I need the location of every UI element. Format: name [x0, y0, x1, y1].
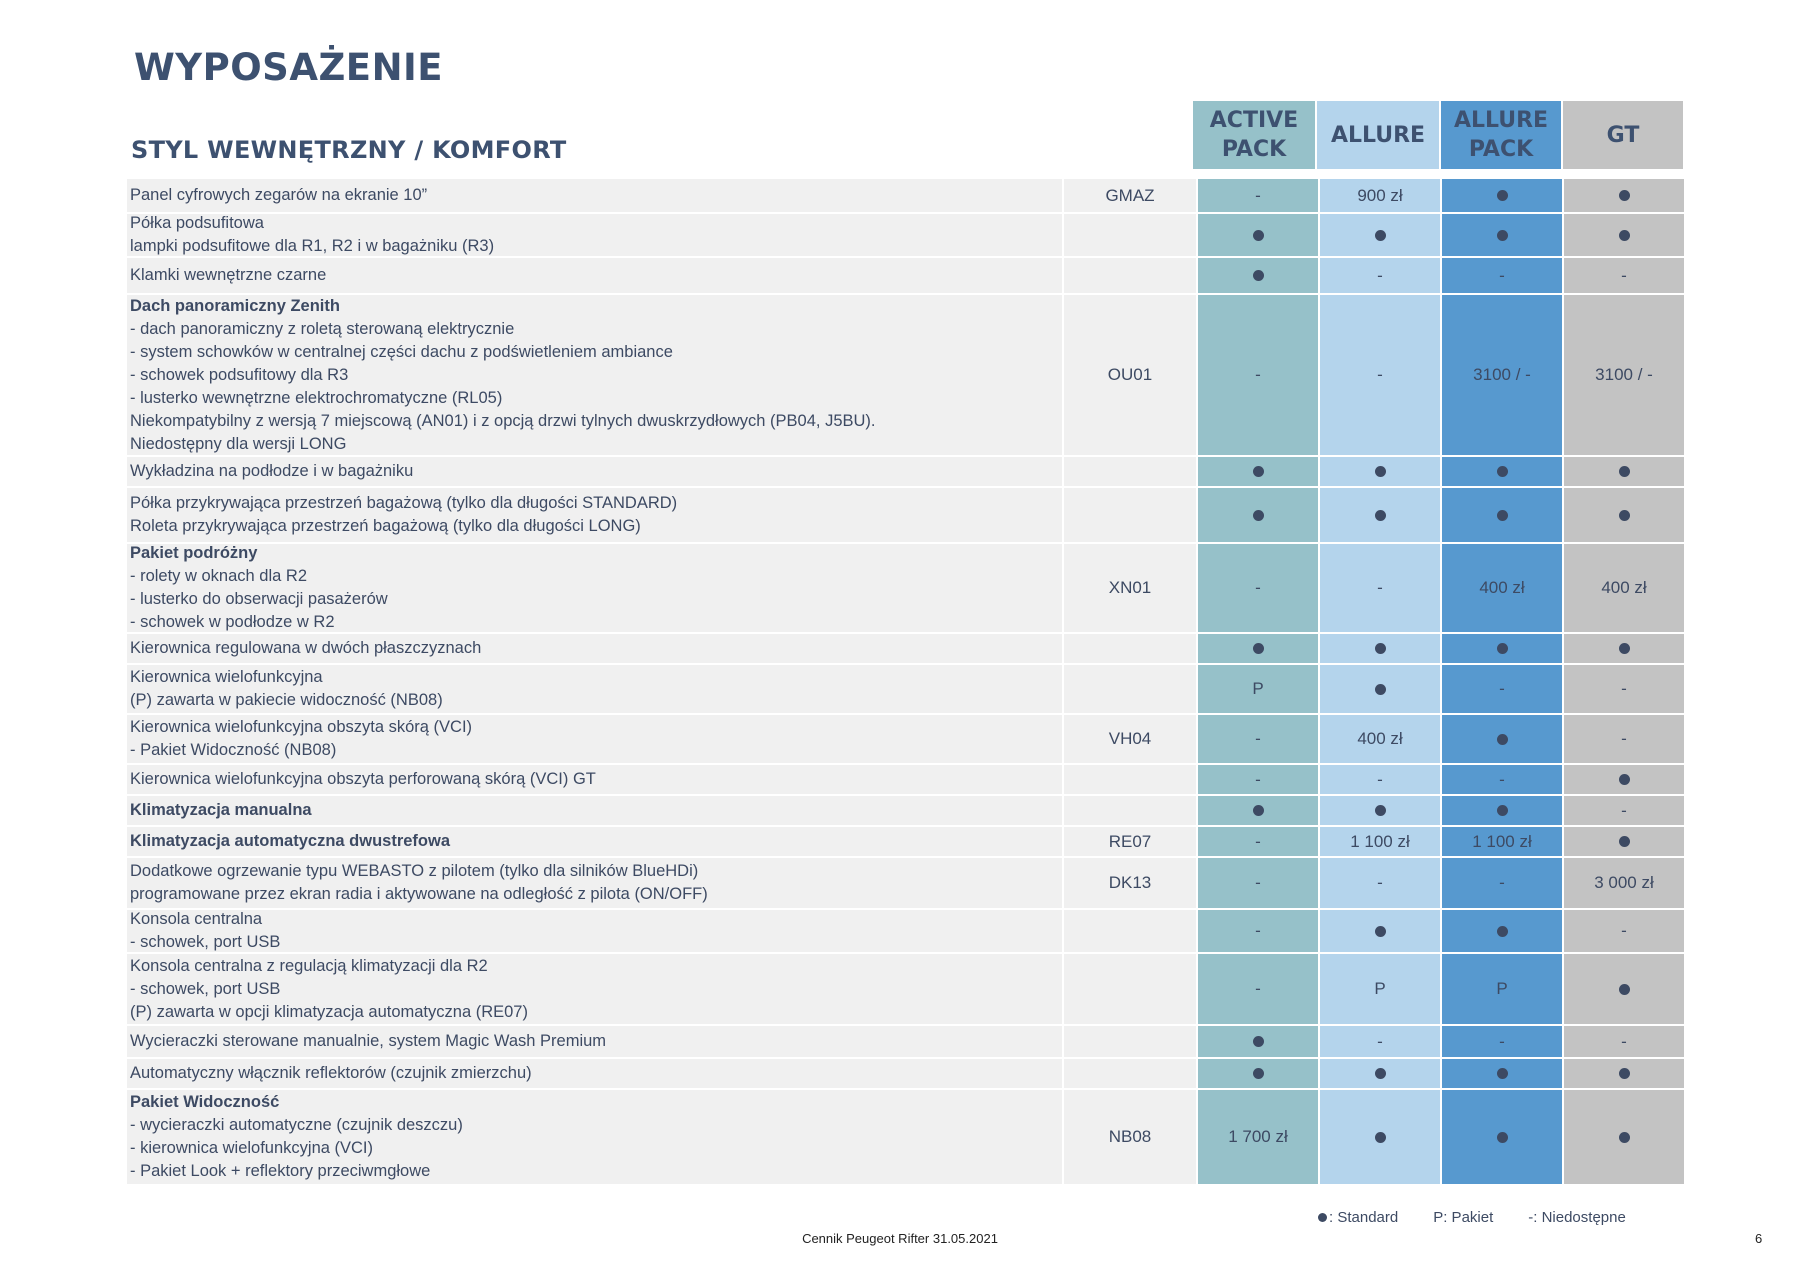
trim-value-cell: - [1442, 665, 1564, 715]
table-row [127, 1090, 1686, 1186]
description-line: Klimatyzacja automatyczna dwustrefowa [130, 832, 451, 850]
equipment-description [127, 214, 1064, 258]
equipment-description [127, 544, 1064, 634]
trim-value-cell [1564, 634, 1686, 665]
standard-dot-icon [1375, 466, 1386, 477]
trim-value-cell: - [1198, 295, 1320, 457]
description-line: Wycieraczki sterowane manualnie, system Magic Wash Premium [130, 1032, 607, 1050]
option-code [1064, 457, 1198, 488]
trim-header: ALLURE PACK [1441, 101, 1563, 169]
legend-item [1528, 1209, 1626, 1226]
trim-value-cell: - [1320, 765, 1442, 796]
trim-value-cell [1198, 457, 1320, 488]
trim-value-cell: 1 100 zł [1442, 827, 1564, 858]
standard-dot-icon [1497, 230, 1508, 241]
trim-value-cell [1320, 796, 1442, 827]
trim-value-cell [1442, 1090, 1564, 1186]
standard-dot-icon [1375, 230, 1386, 241]
standard-dot-icon [1375, 510, 1386, 521]
standard-dot-icon [1619, 466, 1630, 477]
description-line: Pakiet Widoczność [130, 1093, 280, 1111]
option-code: RE07 [1064, 827, 1198, 858]
option-code [1064, 1059, 1198, 1090]
trim-value-cell [1198, 488, 1320, 544]
trim-value-cell [1442, 1059, 1564, 1090]
trim-value-cell [1442, 634, 1564, 665]
page-number: 6 [1755, 1231, 1763, 1246]
standard-dot-icon [1375, 684, 1386, 695]
trim-headers [1193, 101, 1685, 169]
trim-value-cell [1320, 910, 1442, 954]
description-line: - rolety w oknach dla R2 [130, 567, 307, 585]
option-code: DK13 [1064, 858, 1198, 910]
equipment-description [127, 765, 1064, 796]
table-row [127, 1026, 1686, 1059]
description-line: Wykładzina na podłodze i w bagażniku [130, 462, 414, 480]
trim-value-cell [1320, 665, 1442, 715]
trim-value-cell [1320, 457, 1442, 488]
trim-value-cell [1198, 796, 1320, 827]
trim-value-cell: - [1198, 544, 1320, 634]
description-line: - wycieraczki automatyczne (czujnik deszczu) [130, 1116, 463, 1134]
standard-dot-icon [1619, 643, 1630, 654]
page-title: WYPOSAŻENIE [134, 46, 444, 89]
standard-dot-icon [1253, 230, 1264, 241]
trim-value-cell: - [1564, 1026, 1686, 1059]
equipment-description [127, 910, 1064, 954]
trim-value-cell: P [1198, 665, 1320, 715]
trim-value-cell [1564, 1059, 1686, 1090]
trim-value-cell: - [1198, 179, 1320, 214]
legend-item [1433, 1209, 1493, 1226]
description-line: Klamki wewnętrzne czarne [130, 266, 327, 284]
equipment-description [127, 1026, 1064, 1059]
trim-value-cell: - [1198, 910, 1320, 954]
description-line: - schowek podsufitowy dla R3 [130, 365, 349, 384]
legend-text: : Standard [1329, 1209, 1399, 1226]
description-line: programowane przez ekran radia i aktywowane na odległość z pilota (ON/OFF) [130, 885, 708, 903]
trim-value-cell [1198, 1059, 1320, 1090]
description-line: Półka podsufitowa [130, 214, 264, 232]
equipment-description [127, 715, 1064, 765]
trim-value-cell: 400 zł [1564, 544, 1686, 634]
description-line: Automatyczny włącznik reflektorów (czujnik zmierzchu) [130, 1064, 532, 1082]
trim-value-cell [1320, 214, 1442, 258]
description-line: - dach panoramiczny z roletą sterowaną elektrycznie [130, 319, 515, 338]
standard-dot-icon [1497, 466, 1508, 477]
trim-value-cell: - [1320, 258, 1442, 295]
trim-value-cell: 1 100 zł [1320, 827, 1442, 858]
trim-value-cell [1198, 634, 1320, 665]
equipment-table [127, 179, 1686, 1186]
trim-value-cell: - [1442, 765, 1564, 796]
description-line: Klimatyzacja manualna [130, 801, 312, 819]
table-row [127, 457, 1686, 488]
description-line: - schowek, port USB [130, 933, 281, 951]
trim-value-cell: - [1442, 258, 1564, 295]
equipment-description [127, 258, 1064, 295]
equipment-description [127, 1090, 1064, 1186]
standard-dot-icon [1253, 466, 1264, 477]
description-line: Niedostępny dla wersji LONG [130, 434, 347, 453]
description-line: Konsola centralna z regulacją klimatyzacji dla R2 [130, 956, 488, 975]
standard-dot-icon [1497, 926, 1508, 937]
equipment-description [127, 634, 1064, 665]
standard-dot-icon [1253, 643, 1264, 654]
table-row [127, 858, 1686, 910]
trim-value-cell: 3 000 zł [1564, 858, 1686, 910]
description-line: - lusterko do obserwacji pasażerów [130, 590, 388, 608]
trim-value-cell: 1 700 zł [1198, 1090, 1320, 1186]
description-line: (P) zawarta w opcji klimatyzacja automatyczna (RE07) [130, 1002, 528, 1021]
description-line: Kierownica wielofunkcyjna obszyta perforowaną skórą (VCI) GT [130, 770, 596, 788]
trim-value-cell: - [1198, 954, 1320, 1026]
option-code: XN01 [1064, 544, 1198, 634]
description-line: - schowek w podłodze w R2 [130, 613, 335, 631]
equipment-description [127, 457, 1064, 488]
option-code [1064, 214, 1198, 258]
standard-dot-icon [1253, 1036, 1264, 1047]
option-code [1064, 1026, 1198, 1059]
trim-value-cell: - [1320, 295, 1442, 457]
table-row [127, 258, 1686, 295]
table-row [127, 665, 1686, 715]
trim-value-cell [1320, 634, 1442, 665]
trim-value-cell: - [1198, 827, 1320, 858]
standard-dot-icon [1253, 805, 1264, 816]
table-row [127, 634, 1686, 665]
description-line: Panel cyfrowych zegarów na ekranie 10” [130, 186, 428, 204]
trim-value-cell: - [1198, 858, 1320, 910]
trim-value-cell [1564, 954, 1686, 1026]
option-code: GMAZ [1064, 179, 1198, 214]
trim-value-cell [1564, 1090, 1686, 1186]
trim-value-cell [1320, 1090, 1442, 1186]
trim-value-cell [1564, 765, 1686, 796]
equipment-description [127, 796, 1064, 827]
trim-value-cell: - [1442, 858, 1564, 910]
standard-dot-icon [1253, 270, 1264, 281]
trim-value-cell: 400 zł [1442, 544, 1564, 634]
equipment-description [127, 665, 1064, 715]
description-line: Kierownica wielofunkcyjna [130, 668, 323, 686]
standard-dot-icon [1375, 1132, 1386, 1143]
description-line: - system schowków w centralnej części dachu z podświetleniem ambiance [130, 342, 673, 361]
table-row [127, 1059, 1686, 1090]
equipment-description [127, 858, 1064, 910]
trim-value-cell [1442, 214, 1564, 258]
trim-value-cell [1564, 457, 1686, 488]
table-row [127, 765, 1686, 796]
trim-value-cell [1320, 1059, 1442, 1090]
description-line: Roleta przykrywająca przestrzeń bagażową (tylko dla długości LONG) [130, 517, 641, 535]
option-code [1064, 488, 1198, 544]
standard-dot-icon [1619, 984, 1630, 995]
option-code [1064, 634, 1198, 665]
trim-value-cell [1442, 715, 1564, 765]
trim-value-cell: P [1442, 954, 1564, 1026]
legend-text: P: Pakiet [1433, 1209, 1494, 1226]
trim-value-cell: 3100 / - [1564, 295, 1686, 457]
trim-value-cell: - [1564, 665, 1686, 715]
table-row [127, 954, 1686, 1026]
standard-dot-icon [1375, 643, 1386, 654]
trim-value-cell: 900 zł [1320, 179, 1442, 214]
trim-value-cell: - [1320, 858, 1442, 910]
standard-dot-icon [1497, 1132, 1508, 1143]
standard-dot-icon [1619, 190, 1630, 201]
table-row [127, 488, 1686, 544]
description-line: Pakiet podróżny [130, 544, 258, 562]
trim-value-cell: - [1564, 910, 1686, 954]
standard-dot-icon [1497, 805, 1508, 816]
trim-value-cell: - [1564, 258, 1686, 295]
standard-dot-icon [1619, 1132, 1630, 1143]
legend-item [1318, 1209, 1398, 1226]
standard-dot-icon [1375, 926, 1386, 937]
legend-text: -: Niedostępne [1528, 1209, 1626, 1226]
table-row [127, 179, 1686, 214]
trim-value-cell [1198, 258, 1320, 295]
trim-value-cell: P [1320, 954, 1442, 1026]
table-row [127, 544, 1686, 634]
table-row [127, 715, 1686, 765]
table-row [127, 295, 1686, 457]
description-line: (P) zawarta w pakiecie widoczność (NB08) [130, 691, 443, 709]
standard-dot-icon [1619, 510, 1630, 521]
trim-value-cell [1564, 827, 1686, 858]
equipment-description [127, 179, 1064, 214]
description-line: Dach panoramiczny Zenith [130, 296, 340, 315]
table-row [127, 827, 1686, 858]
description-line: - Pakiet Widoczność (NB08) [130, 741, 337, 759]
description-line: Niekompatybilny z wersją 7 miejscową (AN01) i z opcją drzwi tylnych dwuskrzydłowych (PB04, J5BU). [130, 411, 876, 430]
description-line: - kierownica wielofunkcyjna (VCI) [130, 1139, 373, 1157]
trim-value-cell [1442, 488, 1564, 544]
option-code [1064, 910, 1198, 954]
description-line: lampki podsufitowe dla R1, R2 i w bagażniku (R3) [130, 237, 495, 255]
trim-value-cell [1442, 457, 1564, 488]
trim-value-cell: 400 zł [1320, 715, 1442, 765]
trim-value-cell [1564, 179, 1686, 214]
equipment-description [127, 295, 1064, 457]
standard-dot-icon [1318, 1213, 1327, 1222]
trim-value-cell [1564, 214, 1686, 258]
option-code [1064, 954, 1198, 1026]
standard-dot-icon [1375, 1068, 1386, 1079]
standard-dot-icon [1497, 643, 1508, 654]
description-line: Kierownica regulowana w dwóch płaszczyznach [130, 639, 482, 657]
equipment-description [127, 827, 1064, 858]
equipment-description [127, 954, 1064, 1026]
description-line: - schowek, port USB [130, 979, 281, 998]
standard-dot-icon [1619, 774, 1630, 785]
trim-value-cell: - [1198, 715, 1320, 765]
description-line: Dodatkowe ogrzewanie typu WEBASTO z pilotem (tylko dla silników BlueHDi) [130, 862, 699, 880]
trim-value-cell: - [1320, 1026, 1442, 1059]
description-line: - Pakiet Look + reflektory przeciwmgłowe [130, 1162, 431, 1180]
standard-dot-icon [1253, 1068, 1264, 1079]
option-code [1064, 796, 1198, 827]
option-code: VH04 [1064, 715, 1198, 765]
trim-header: ACTIVE PACK [1193, 101, 1317, 169]
standard-dot-icon [1619, 1068, 1630, 1079]
footer-text: Cennik Peugeot Rifter 31.05.2021 [802, 1231, 998, 1246]
trim-value-cell: - [1320, 544, 1442, 634]
table-row [127, 910, 1686, 954]
option-code [1064, 765, 1198, 796]
standard-dot-icon [1619, 836, 1630, 847]
trim-header: GT [1563, 101, 1685, 169]
trim-value-cell [1320, 488, 1442, 544]
trim-value-cell: - [1442, 1026, 1564, 1059]
standard-dot-icon [1253, 510, 1264, 521]
option-code [1064, 258, 1198, 295]
trim-value-cell: - [1564, 715, 1686, 765]
trim-value-cell [1442, 910, 1564, 954]
standard-dot-icon [1497, 734, 1508, 745]
description-line: Kierownica wielofunkcyjna obszyta skórą (VCI) [130, 718, 473, 736]
trim-value-cell [1198, 1026, 1320, 1059]
trim-value-cell [1442, 796, 1564, 827]
trim-value-cell: - [1198, 765, 1320, 796]
trim-header: ALLURE [1317, 101, 1441, 169]
standard-dot-icon [1497, 1068, 1508, 1079]
description-line: Konsola centralna [130, 910, 263, 928]
trim-value-cell [1564, 488, 1686, 544]
equipment-description [127, 488, 1064, 544]
trim-value-cell [1442, 179, 1564, 214]
trim-value-cell [1198, 214, 1320, 258]
option-code: OU01 [1064, 295, 1198, 457]
description-line: Półka przykrywająca przestrzeń bagażową (tylko dla długości STANDARD) [130, 494, 678, 512]
standard-dot-icon [1497, 510, 1508, 521]
trim-value-cell: 3100 / - [1442, 295, 1564, 457]
standard-dot-icon [1619, 230, 1630, 241]
trim-value-cell: - [1564, 796, 1686, 827]
option-code [1064, 665, 1198, 715]
standard-dot-icon [1497, 190, 1508, 201]
table-row [127, 796, 1686, 827]
description-line: - lusterko wewnętrzne elektrochromatyczne (RL05) [130, 388, 503, 407]
legend [1318, 1209, 1626, 1226]
table-row [127, 214, 1686, 258]
section-title: STYL WEWNĘTRZNY / KOMFORT [131, 136, 567, 164]
standard-dot-icon [1375, 805, 1386, 816]
option-code: NB08 [1064, 1090, 1198, 1186]
equipment-description [127, 1059, 1064, 1090]
